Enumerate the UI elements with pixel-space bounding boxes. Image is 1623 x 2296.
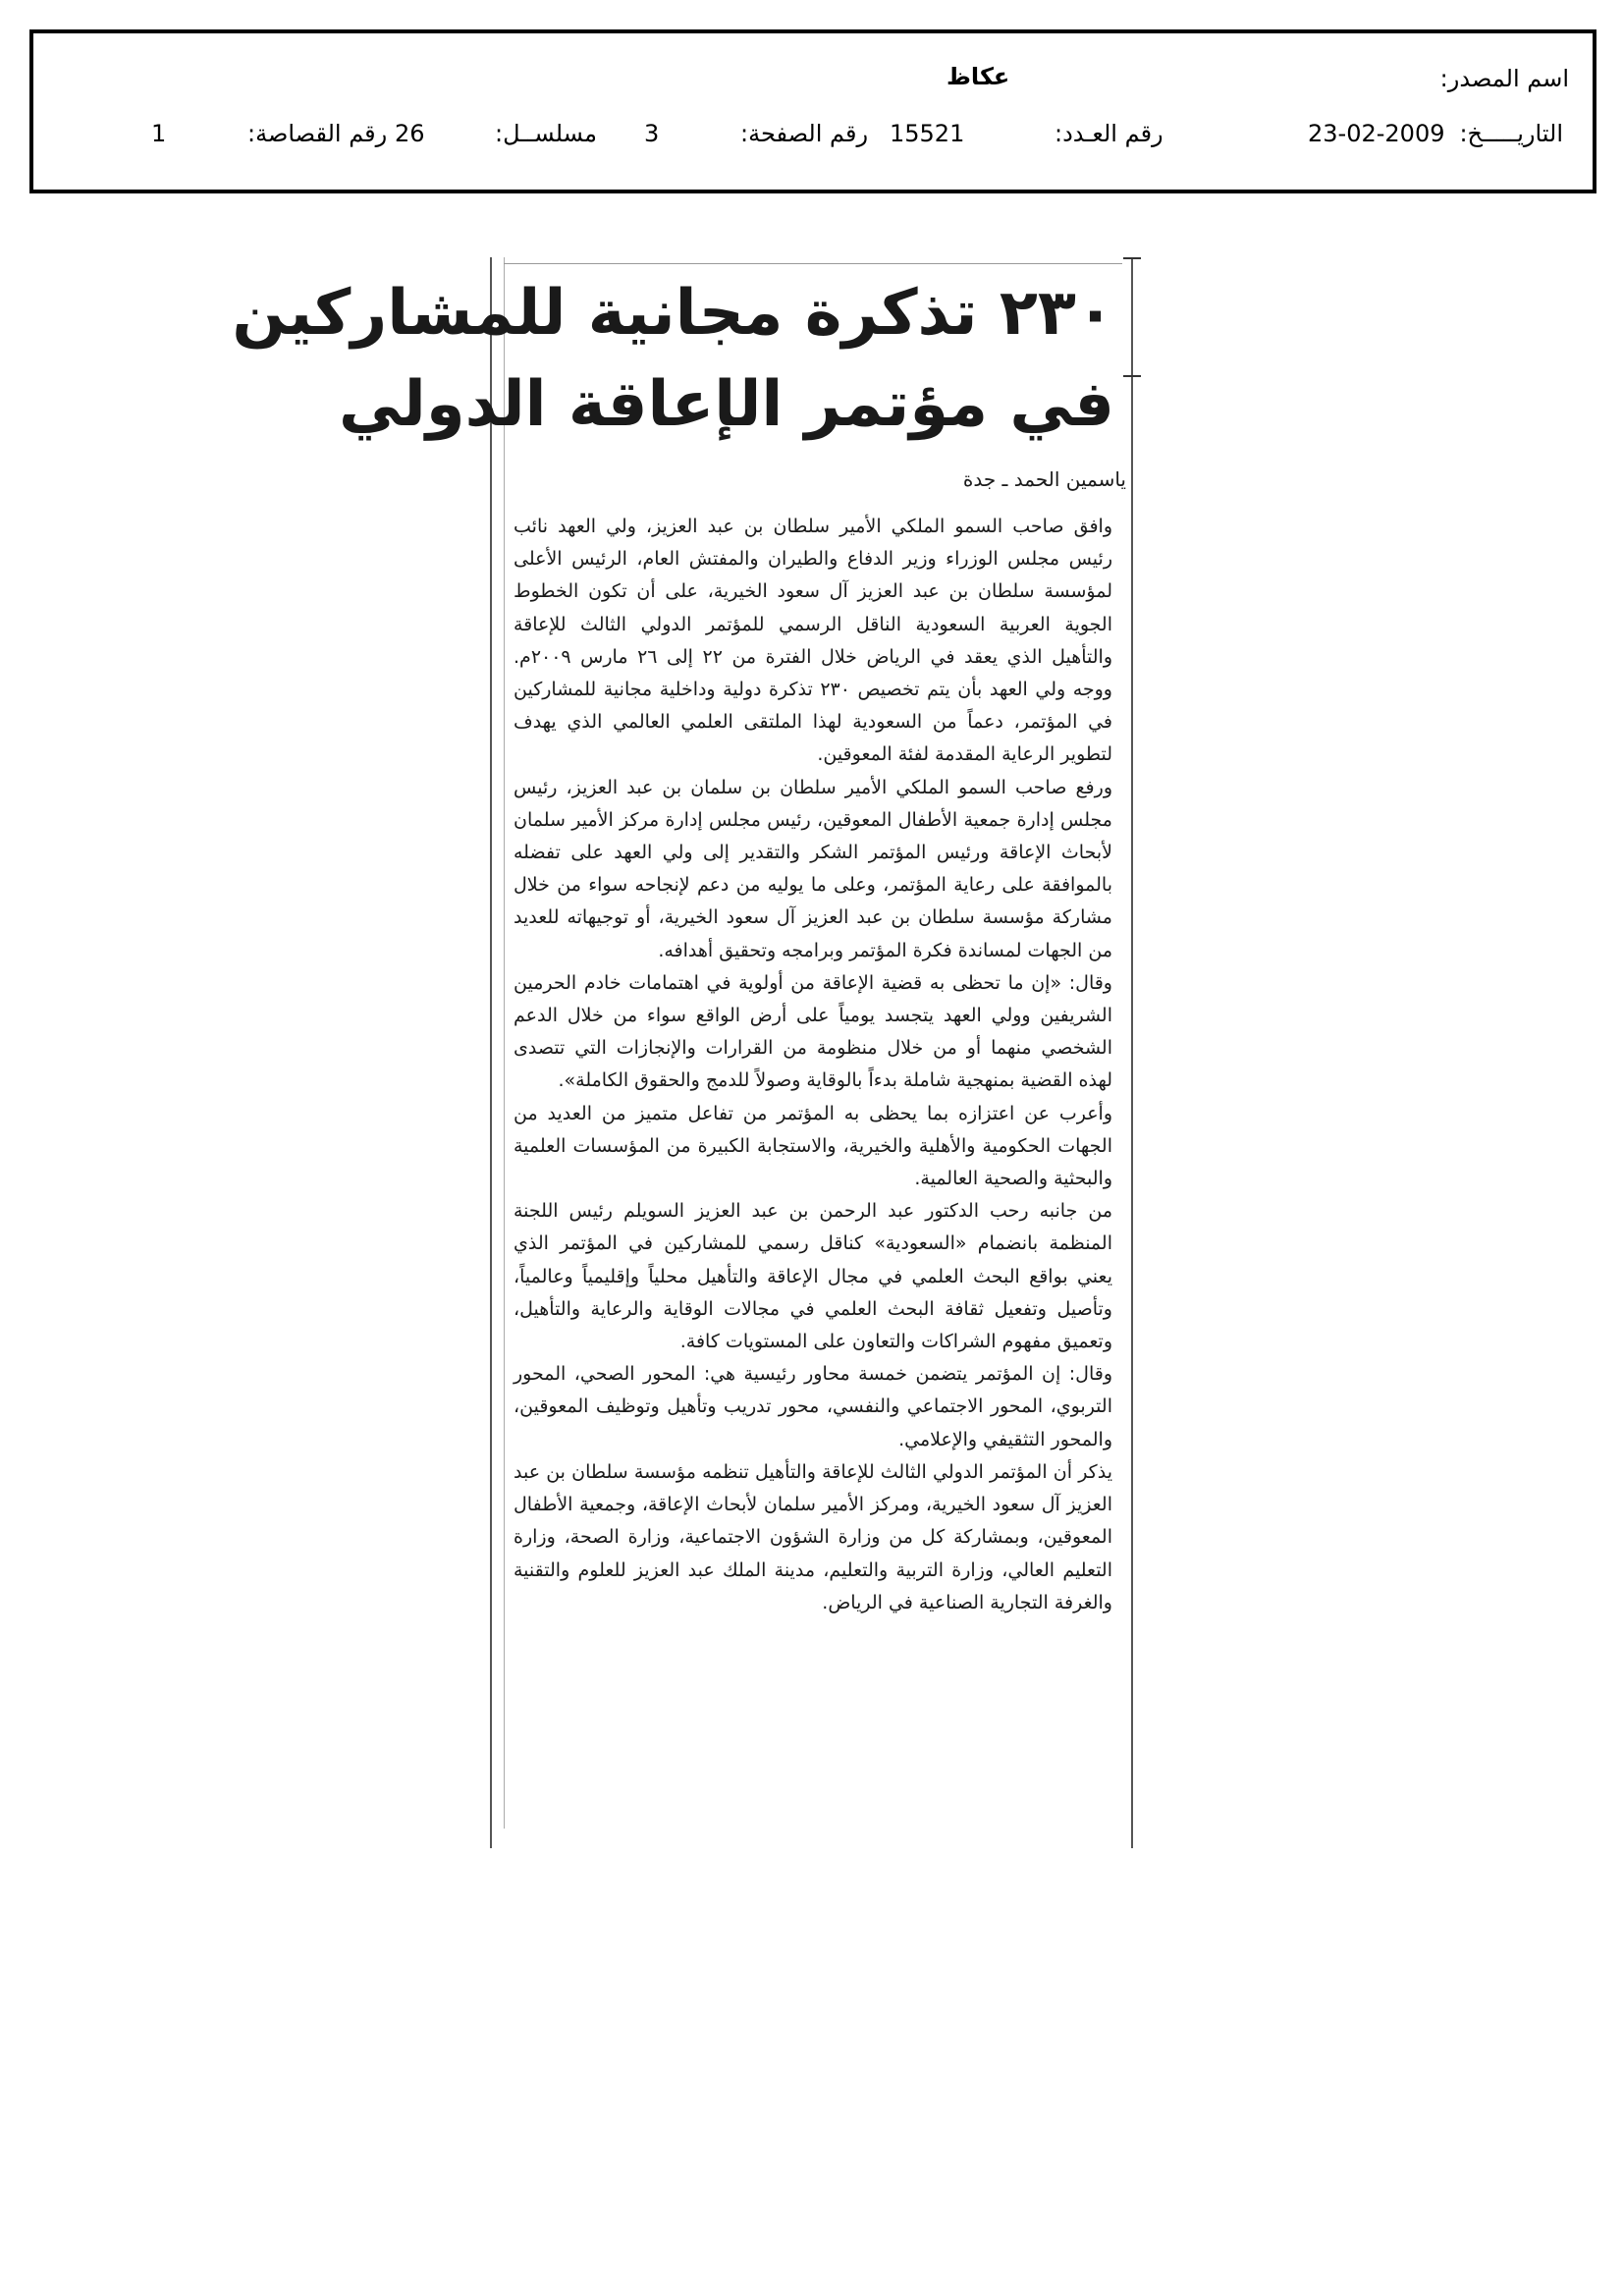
article-headline-line-1: ٢٣٠ تذكرة مجانية للمشاركين: [232, 277, 1114, 350]
clipping-metadata-box: [29, 29, 1596, 193]
page-label: رقم الصفحة:: [740, 120, 869, 147]
column-rule-left: [490, 257, 492, 1848]
column-rule-tick: [1123, 257, 1141, 259]
column-rule-left-inner: [504, 257, 505, 1829]
newspaper-clipping: [232, 257, 1154, 1848]
clipping-number-value: 1: [151, 120, 167, 147]
page-value: 3: [644, 120, 660, 147]
article-paragraph: وقال: إن المؤتمر يتضمن خمسة محاور رئيسية هي: المحور الصحي، المحور التربوي، المحور الاجتماعي والنفسي، محور تدريب وتأهيل وتوظيف المعوقين، والمحور التثقيفي والإعلامي.: [514, 1363, 1112, 1450]
article-body: [514, 511, 1112, 1619]
column-rule-tick: [1123, 375, 1141, 377]
source-label: اسم المصدر:: [1439, 65, 1569, 92]
column-rule-right: [1131, 257, 1133, 1848]
issue-value: 15521: [890, 120, 965, 147]
article-paragraph: وأعرب عن اعتزازه بما يحظى به المؤتمر من تفاعل متميز من العديد من الجهات الحكومية والأهلية والخيرية، والاستجابة الكبيرة من المؤسسات العلمية والبحثية والصحية العالمية.: [514, 1102, 1112, 1190]
article-paragraph: وافق صاحب السمو الملكي الأمير سلطان بن عبد العزيز، ولي العهد نائب رئيس مجلس الوزراء وزير الدفاع والطيران والمفتش العام، الرئيس الأعلى لمؤسسة سلطان بن عبد العزيز آل سعود الخيرية، على أن تكون الخطوط الجوية العربية السعودية الناقل الرسمي للمؤتمر الدولي الثالث للإعاقة والتأهيل الذي يعقد في الرياض خلال الفترة من ٢٢ إلى ٢٦ مارس ٢٠٠٩م. ووجه ولي العهد بأن يتم تخصيص ٢٣٠ تذكرة دولية وداخلية مجانية للمشاركين في المؤتمر، دعماً من السعودية لهذا الملتقى العلمي العالمي الذي يهدف لتطوير الرعاية المقدمة لفئة المعوقين.: [514, 516, 1112, 766]
issue-label: رقم العـدد:: [1055, 120, 1163, 147]
article-headline-line-2: في مؤتمر الإعاقة الدولي: [339, 368, 1114, 441]
source-value: عكاظ: [947, 63, 1010, 90]
date-value: 23-02-2009: [1308, 120, 1445, 147]
column-rule-top: [504, 263, 1122, 264]
article-paragraph: من جانبه رحب الدكتور عبد الرحمن بن عبد العزيز السويلم رئيس اللجنة المنظمة بانضمام «السعودية» كناقل رسمي للمشاركين في المؤتمر الذي يعني بواقع البحث العلمي في مجال الإعاقة والتأهيل محلياً وإقليمياً وعالمياً، وتأصيل وتفعيل ثقافة البحث العلمي في مجالات الوقاية والرعاية والتأهيل، وتعميق مفهوم الشراكات والتعاون على المستويات كافة.: [514, 1200, 1112, 1353]
serial-label: مسلســل:: [495, 120, 597, 147]
article-byline: ياسمين الحمد ـ جدة: [962, 467, 1126, 491]
article-paragraph: يذكر أن المؤتمر الدولي الثالث للإعاقة والتأهيل تنظمه مؤسسة سلطان بن عبد العزيز آل سعود الخيرية، ومركز الأمير سلمان لأبحاث الإعاقة، وجمعية الأطفال المعوقين، وبمشاركة كل من وزارة الشؤون الاجتماعية، وزارة الصحة، وزارة التعليم العالي، وزارة التربية والتعليم، مدينة الملك عبد العزيز للعلوم والتقنية والغرفة التجارية الصناعية في الرياض.: [514, 1460, 1112, 1613]
date-label: التاريـــــخ:: [1459, 120, 1563, 147]
serial-value: 26: [395, 120, 425, 147]
article-paragraph: ورفع صاحب السمو الملكي الأمير سلطان بن سلمان بن عبد العزيز، رئيس مجلس إدارة جمعية الأطفال المعوقين، رئيس مجلس إدارة مركز الأمير سلمان لأبحاث الإعاقة ورئيس المؤتمر الشكر والتقدير إلى ولي العهد على تفضله بالموافقة على رعاية المؤتمر، وعلى ما يوليه من دعم لإنجاحه سواء من خلال مشاركة مؤسسة سلطان بن عبد العزيز آل سعود الخيرية، أو توجيهاته للعديد من الجهات لمساندة فكرة المؤتمر وبرامجه وتحقيق أهدافه.: [514, 776, 1112, 961]
clipping-number-label: رقم القصاصة:: [247, 120, 388, 147]
article-paragraph: وقال: «إن ما تحظى به قضية الإعاقة من أولوية في اهتمامات خادم الحرمين الشريفين وولي العهد يتجسد يومياً على أرض الواقع سواء من خلال الدعم الشخصي منهما أو من خلال منظومة من القرارات والإنجازات التي تتصدى لهذه القضية بمنهجية شاملة بدءاً بالوقاية وصولاً للدمج والحقوق الكاملة».: [514, 971, 1112, 1092]
